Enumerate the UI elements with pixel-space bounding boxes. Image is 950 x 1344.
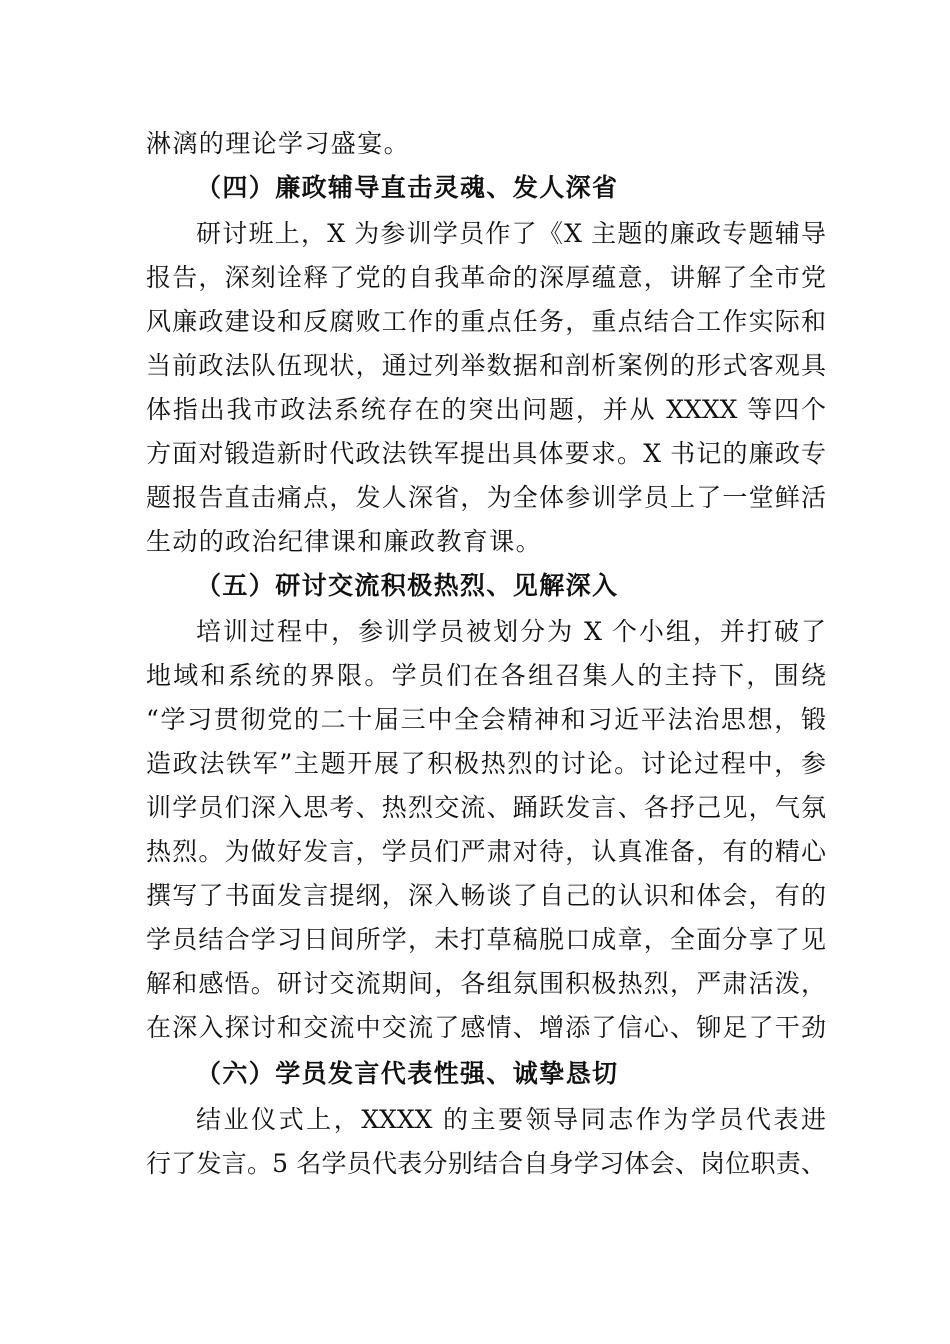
paragraph-line: 撰写了书面发言提纲，深入畅谈了自己的认识和体会，有的 [146,881,826,910]
paragraph-line: 培训过程中，参训学员被划分为 X 个小组，并打破了 [196,617,826,646]
paragraph-line: 地域和系统的界限。学员们在各组召集人的主持下，围绕 [146,661,826,690]
paragraph-line: 生动的政治纪律课和廉政教育课。 [146,527,543,556]
paragraph-line: 行了发言。5 名学员代表分别结合自身学习体会、岗位职责、 [146,1149,826,1178]
paragraph-line: 题报告直击痛点，发人深省，为全体参训学员上了一堂鲜活 [146,483,826,512]
paragraph-line: 体指出我市政法系统存在的突出问题，并从 XXXX 等四个 [146,395,826,424]
paragraph-line: 当前政法队伍现状，通过列举数据和剖析案例的形式客观具 [146,351,826,380]
paragraph-line: 淋漓的理论学习盛宴。 [146,129,411,158]
paragraph-line: 训学员们深入思考、热烈交流、踊跃发言、各抒己见，气氛 [146,793,826,822]
paragraph-line: “学习贯彻党的二十届三中全会精神和习近平法治思想，锻 [146,705,826,734]
paragraph-line: 结业仪式上，XXXX 的主要领导同志作为学员代表进 [196,1105,826,1134]
paragraph-line: 方面对锻造新时代政法铁军提出具体要求。X 书记的廉政专 [146,439,826,468]
paragraph-line: 研讨班上，X 为参训学员作了《X 主题的廉政专题辅导 [196,219,826,248]
section-heading: （五）研讨交流积极热烈、见解深入 [196,571,619,600]
paragraph-line: 热烈。为做好发言，学员们严肃对待，认真准备，有的精心 [146,837,826,866]
section-heading: （四）廉政辅导直击灵魂、发人深省 [196,173,619,202]
paragraph-line: 报告，深刻诠释了党的自我革命的深厚蕴意，讲解了全市党 [146,263,826,292]
paragraph-line: 学员结合学习日间所学，未打草稿脱口成章，全面分享了见 [146,925,826,954]
paragraph-line: 造政法铁军”主题开展了积极热烈的讨论。讨论过程中，参 [146,749,826,778]
paragraph-line: 解和感悟。研讨交流期间，各组氛围积极热烈，严肃活泼， [146,969,826,998]
section-heading: （六）学员发言代表性强、诚挚恳切 [196,1059,619,1088]
paragraph-line: 风廉政建设和反腐败工作的重点任务，重点结合工作实际和 [146,307,826,336]
paragraph-line: 在深入探讨和交流中交流了感情、增添了信心、铆足了干劲 [146,1013,826,1042]
